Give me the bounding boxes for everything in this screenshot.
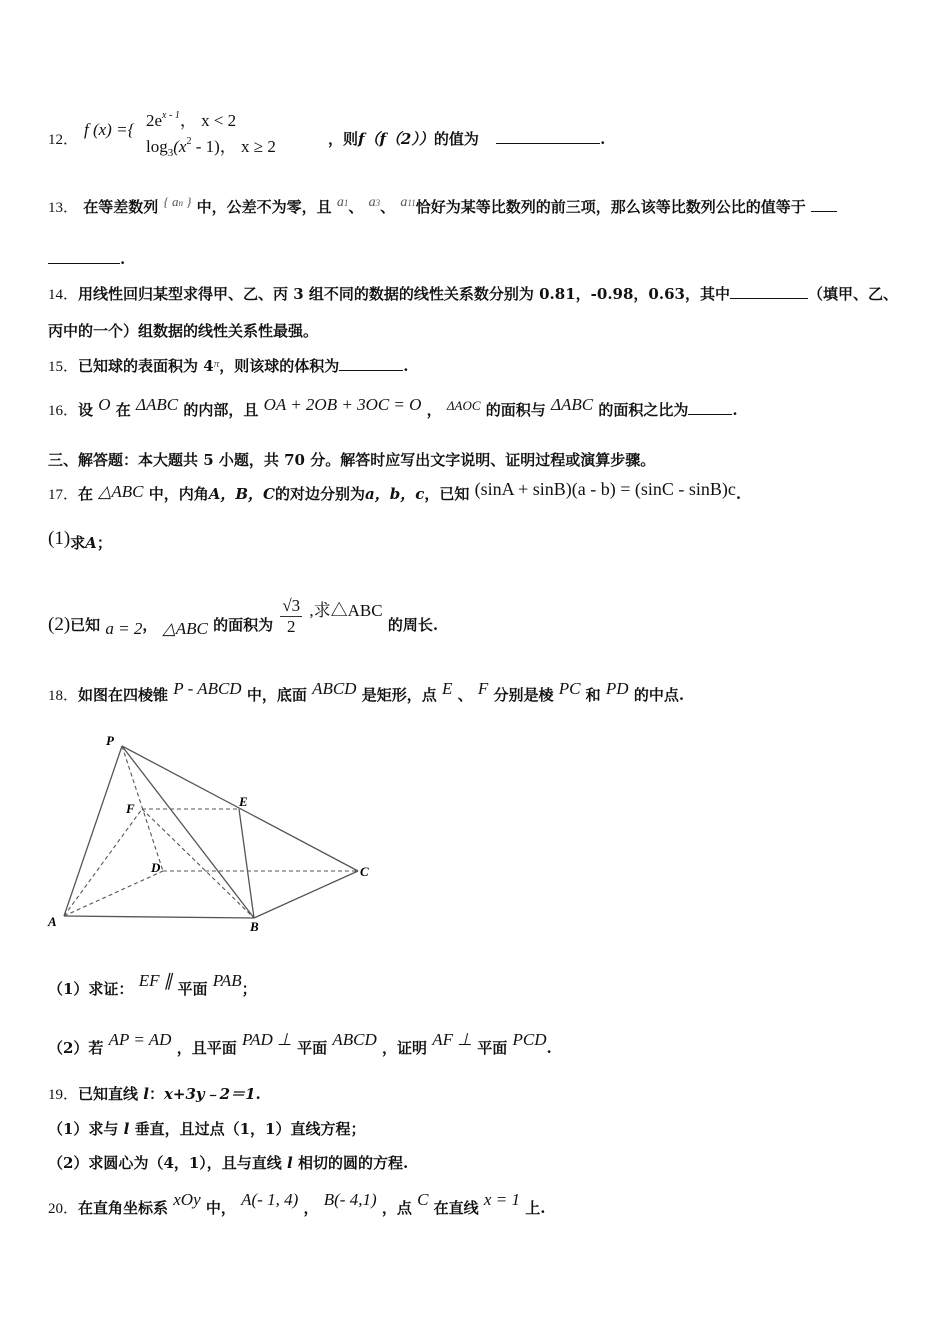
sequence-symbol: [164, 194, 192, 209]
text-part: 中，公差不为零，且: [196, 198, 332, 216]
question-16: 16．设 O 在 ΔABC 的内部，且 OA + 2OB + 3OC = O ， ΔAOC 的面积与 ΔABC 的面积之比为 .: [48, 395, 738, 419]
text-part: 已知球的表面积为 4: [78, 357, 214, 375]
text-part: 已知: [70, 616, 101, 634]
text-part: 的面积之比为: [598, 401, 689, 419]
seq-close: }: [182, 194, 192, 209]
section-3-heading: [48, 449, 655, 470]
question-17-part-1: [48, 528, 112, 554]
answer-blank[interactable]: [688, 402, 732, 415]
part-label: （2）若: [48, 1039, 104, 1057]
plane-abcd: ABCD: [332, 1030, 377, 1049]
case-2-log: log: [146, 137, 168, 156]
answer-blank[interactable]: [730, 286, 808, 299]
answer-blank-end[interactable]: [48, 251, 120, 264]
text-part: ，: [142, 616, 158, 634]
question-14: [48, 283, 898, 304]
pyramid-figure: [40, 728, 380, 938]
question-18-part-2: [48, 1030, 552, 1058]
question-13-continuation: .: [48, 250, 125, 268]
line-af-perp: AF ⊥: [432, 1030, 473, 1049]
a1-var: a: [336, 195, 344, 210]
text-part: 中，底面: [246, 686, 307, 704]
case-2-arg: (x: [173, 137, 187, 156]
text-part: （1）求与: [48, 1120, 124, 1138]
text-part: 的中点.: [633, 686, 685, 704]
side-a-value: a = 2: [105, 619, 143, 638]
case-1-exponent: x - 1: [162, 110, 180, 121]
answer-blank[interactable]: [496, 131, 600, 144]
case-1-condition: ， x < 2: [179, 111, 237, 130]
question-number: 18．: [48, 688, 79, 704]
text-part: 在直角坐标系: [78, 1199, 169, 1217]
triangle-abc-2: ΔABC: [551, 395, 594, 414]
part-label: （1）求证：: [48, 980, 134, 998]
case-2-rest: - 1)， x ≥ 2: [191, 137, 276, 156]
text-part: 垂直，且过点（1，1）直线方程；: [129, 1120, 366, 1138]
separator: ，: [303, 1199, 319, 1217]
text-part: （2）求圆心为（4，1），且与直线: [48, 1154, 288, 1172]
point-o: O: [98, 395, 111, 414]
plane-pcd: PCD: [512, 1030, 547, 1049]
section-heading-text: 三、解答题：本大题共 5 小题，共 70 分。解答时应写出文字说明、证明过程或演算步骤。: [48, 451, 656, 469]
text-part: 平面: [477, 1039, 508, 1057]
question-number: 15．: [48, 359, 79, 375]
point-e: E: [441, 679, 453, 698]
text-part: 在直线: [433, 1199, 479, 1217]
triangle-aoc: ΔAOC: [446, 398, 481, 413]
text-part: ，则: [328, 130, 359, 148]
side-vars: a，b，c: [364, 485, 425, 503]
term-a1: [337, 195, 349, 210]
text-part: 分别是棱: [493, 686, 554, 704]
text-part: 的内部，且: [183, 401, 259, 419]
case-2-base: 3: [167, 147, 174, 159]
area-fraction: [280, 596, 302, 637]
pyramid-name: P - ABCD: [173, 679, 242, 698]
edge-pc: PC: [558, 679, 581, 698]
vector-equation: OA + 2OB + 3OC = O: [263, 395, 422, 414]
a3-var: a: [368, 195, 376, 210]
question-19: [48, 1083, 261, 1104]
question-15: 15．已知球的表面积为 $4^\pi$，则该球的体积为 .: [48, 357, 409, 375]
text-part: 已知直线: [78, 1085, 144, 1103]
text-part: 的值为: [433, 130, 479, 148]
line-l: l: [143, 1085, 149, 1103]
separator: 、: [380, 198, 396, 216]
question-text: ，则f（f（2））的值为 .: [328, 130, 606, 148]
case-2: [146, 132, 276, 157]
question-19-part-1: [48, 1118, 365, 1139]
text-part: ；: [241, 980, 257, 998]
question-number: 17．: [48, 487, 79, 503]
expression: f（f（2））: [358, 130, 434, 148]
text-part: .: [255, 1085, 261, 1103]
text-part: 求: [70, 534, 86, 552]
label-c: C: [360, 864, 369, 879]
question-17-part-2: [48, 596, 438, 642]
condition-ap-ad: AP = AD: [108, 1030, 172, 1049]
text-part: ，点: [381, 1199, 412, 1217]
text-part: 的对边分别为: [274, 485, 365, 503]
coordinate-system: xOy: [173, 1190, 201, 1209]
question-13: [48, 196, 837, 217]
text-part: 恰好为某等比数列的前三项，那么该等比数列公比的值等于: [415, 198, 806, 216]
separator: 、: [348, 198, 364, 216]
text-part: 平面: [297, 1039, 328, 1057]
question-19-part-2: [48, 1152, 408, 1173]
triangle-abc: ΔABC: [136, 395, 179, 414]
line-x-equals-1: x = 1: [483, 1190, 520, 1209]
point-f: F: [477, 679, 489, 698]
point-a: A(- 1, 4): [241, 1190, 299, 1209]
term-a11: [400, 195, 415, 210]
question-14-line2: [48, 320, 318, 341]
seq-sub: n: [178, 198, 183, 208]
question-17: 17．在 △ABC 中，内角A，B，C的对边分别为a，b，c，已知 (sinA + sinB)(a - b) = (sinC - sinB)c.: [48, 479, 742, 503]
text-part: .: [546, 1039, 552, 1057]
edge-pb: [122, 746, 254, 918]
a11-var: a: [400, 195, 408, 210]
angle-vars: A，B，C: [208, 485, 275, 503]
text-part: ；: [96, 534, 112, 552]
part-label: (1): [48, 528, 71, 549]
triangle-abc: △ABC: [162, 619, 208, 638]
text-part: ，已知: [424, 485, 470, 503]
text-part: （填甲、乙、: [807, 285, 898, 303]
label-a: A: [48, 914, 57, 929]
question-number: 20．: [48, 1201, 79, 1217]
case-1-base: 2e: [146, 111, 163, 130]
text-part: 在: [78, 485, 94, 503]
question-number: 16．: [48, 403, 79, 419]
question-number: 19．: [48, 1087, 79, 1103]
edge-pa: [64, 746, 122, 916]
text-part: 如图在四棱锥: [78, 686, 169, 704]
text-part: ：: [148, 1085, 164, 1103]
text-part: 用线性回归某型求得甲、乙、丙 3 组不同的数据的线性关系数分别为 0.81，-0.98，0.63，其中: [78, 285, 730, 303]
edge-ad: [64, 871, 163, 916]
term-a3: [369, 195, 381, 210]
text-part: 平面: [177, 980, 208, 998]
label-f: F: [126, 801, 135, 816]
question-number: 12．: [48, 132, 79, 148]
text-part: ，: [426, 401, 442, 419]
triangle-abc: △ABC: [98, 482, 144, 501]
edge-bc: [254, 871, 358, 918]
question-20: [48, 1190, 546, 1218]
edge-af: [64, 809, 142, 916]
answer-blank[interactable]: [339, 358, 403, 371]
line-l: l: [287, 1154, 293, 1172]
text-part: 上.: [525, 1199, 546, 1217]
line-ef-parallel: EF ∥: [138, 971, 173, 990]
question-number: 13．: [48, 200, 79, 216]
text-part: ，则该球的体积为: [219, 357, 340, 375]
text-part: 丙中的一个）组数据的线性关系性最强。: [48, 322, 319, 340]
label-e: E: [239, 794, 248, 809]
line-equation: x+3y﹣2＝1: [163, 1085, 256, 1103]
plane-pad-perp: PAD ⊥: [241, 1030, 292, 1049]
case-2-exp: 2: [186, 136, 192, 147]
text-part: 的面积为: [213, 616, 274, 634]
question-18-part-1: [48, 971, 257, 999]
separator: 、: [457, 686, 473, 704]
plane-pab: PAB: [212, 971, 242, 990]
fraction-denominator: 2: [286, 617, 296, 636]
a1-sub: 1: [343, 198, 349, 208]
text-part: 中，内角: [148, 485, 209, 503]
point-c: C: [417, 1190, 429, 1209]
base-name: ABCD: [312, 679, 357, 698]
edge-ab: [64, 916, 254, 918]
pi-symbol: π: [213, 358, 220, 370]
text-part: ，证明: [381, 1039, 427, 1057]
text-part: ，且平面: [176, 1039, 237, 1057]
a11-sub: 11: [407, 198, 416, 208]
text-part: ,求△ABC: [309, 601, 383, 620]
fraction-numerator: √3: [282, 596, 301, 615]
answer-blank-start[interactable]: [811, 199, 837, 212]
text-part: 的周长.: [387, 616, 439, 634]
given-equation: (sinA + sinB)(a - b) = (sinC - sinB)c: [474, 479, 736, 499]
text-part: 在等差数列: [83, 198, 159, 216]
part-label: (2): [48, 614, 71, 635]
a3-sub: 3: [375, 198, 381, 208]
text-part: 是矩形，点: [361, 686, 437, 704]
case-1: [146, 106, 236, 131]
function-lhs: f (x) ={: [84, 120, 135, 139]
var-a: A: [85, 534, 97, 552]
question-number: 14．: [48, 287, 79, 303]
label-p: P: [106, 733, 114, 748]
text-part: 在: [115, 401, 131, 419]
label-b: B: [250, 919, 259, 934]
piecewise-function: [84, 108, 314, 158]
label-d: D: [151, 860, 161, 875]
text-part: 相切的圆的方程.: [292, 1154, 409, 1172]
edge-pd: PD: [605, 679, 629, 698]
question-18: [48, 679, 685, 705]
line-l: l: [123, 1120, 130, 1138]
text-part: 中，: [205, 1199, 236, 1217]
text-part: 设: [78, 401, 94, 419]
point-b: B(- 4,1): [323, 1190, 377, 1209]
seq-var: { a: [163, 194, 179, 209]
text-part: 的面积与: [485, 401, 546, 419]
text-part: 和: [585, 686, 601, 704]
